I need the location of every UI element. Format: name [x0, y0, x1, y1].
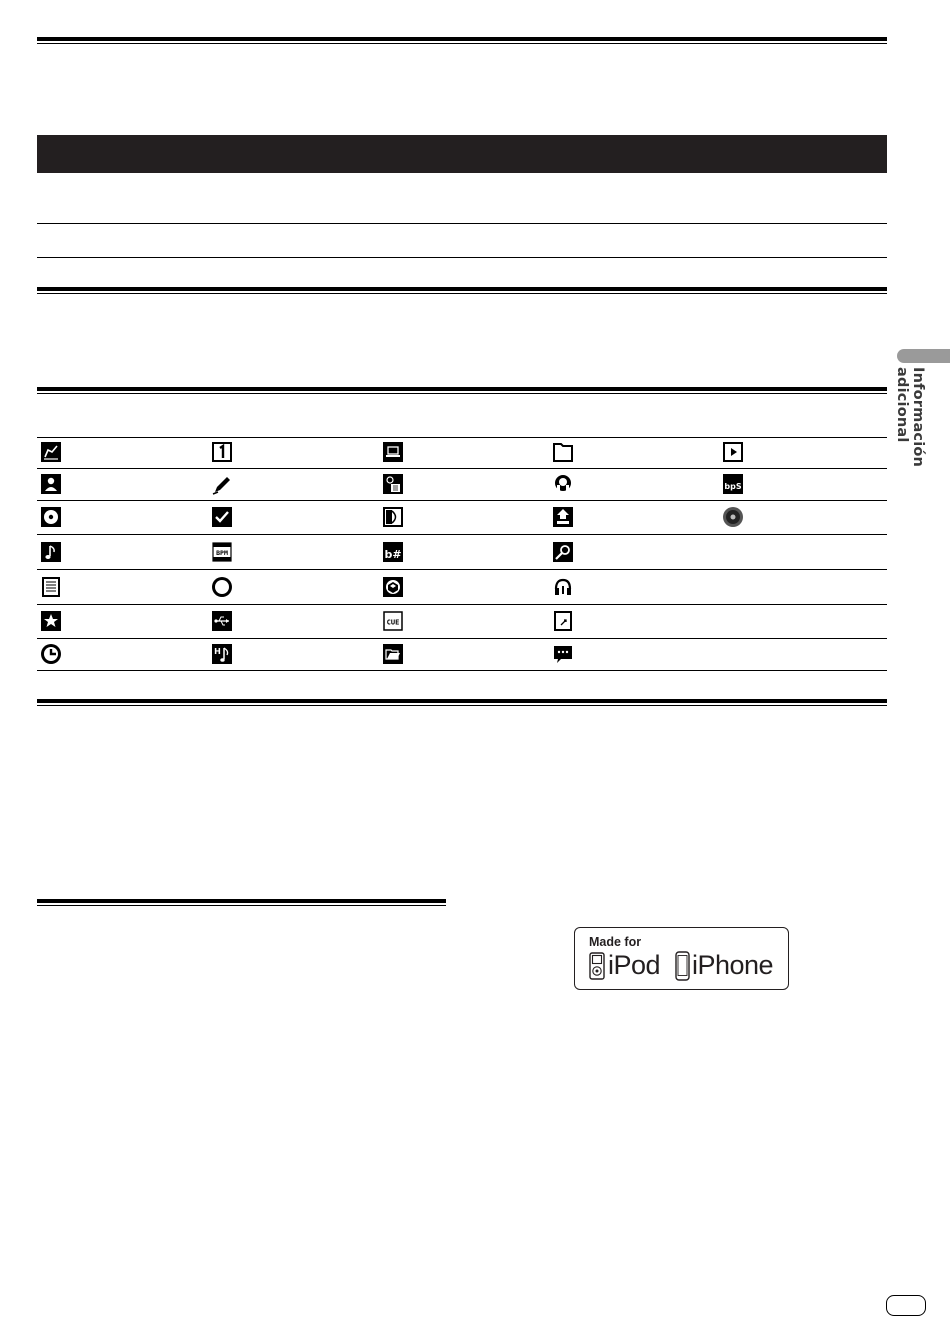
music-note-icon: [40, 541, 62, 563]
list-icon: [40, 576, 62, 598]
play-icon: [722, 441, 744, 463]
cue-icon: [382, 610, 404, 632]
section-rule-under: [37, 905, 446, 906]
svg-text:CUE: CUE: [386, 618, 400, 627]
section-rule: [37, 37, 887, 41]
section-rule: [37, 699, 887, 703]
headphones-icon: [552, 576, 574, 598]
icon-table-row: [37, 469, 887, 501]
disc-icon: [40, 506, 62, 528]
svg-text:BPM: BPM: [216, 549, 228, 557]
section-rule-under: [37, 705, 887, 706]
record-label-icon: [722, 506, 744, 528]
star-icon: [40, 610, 62, 632]
svg-text:b#: b#: [384, 548, 402, 561]
clock-icon: [40, 643, 62, 665]
dj-headphones-icon: [552, 473, 574, 495]
logo-iphone: iPhone: [692, 950, 774, 980]
person-icon: [40, 473, 62, 495]
icon-table-row: [37, 639, 887, 671]
section-rule: [37, 899, 446, 903]
calendar-clock-icon: [382, 473, 404, 495]
section-rule-under: [37, 43, 887, 44]
svg-text:H: H: [214, 647, 221, 656]
section-rule: [37, 287, 887, 291]
icon-table-row: [37, 501, 887, 535]
search-icon: [552, 541, 574, 563]
crowd-icon: [552, 506, 574, 528]
bps-icon: [722, 473, 744, 495]
side-tab-label: Información adicional: [894, 367, 926, 468]
comment-icon: [552, 643, 574, 665]
icon-table-row: [37, 535, 887, 570]
table-header-bar: [37, 135, 887, 173]
open-folder-icon: [382, 643, 404, 665]
folder-icon: [552, 441, 574, 463]
logo-ipod: iPod: [608, 950, 661, 980]
section-rule-under: [37, 293, 887, 294]
page-number-badge: [886, 1295, 926, 1316]
half-disc-icon: [382, 506, 404, 528]
hot-cue-note-icon: [211, 643, 233, 665]
circle-icon: [211, 576, 233, 598]
pencil-graph-icon: [40, 441, 62, 463]
pen-icon: [211, 473, 233, 495]
iphone-icon: [675, 951, 690, 981]
table-divider: [37, 257, 887, 258]
logo-made-for: Made for: [589, 935, 642, 949]
ipod-icon: [589, 952, 605, 980]
bpm-icon: [211, 541, 233, 563]
section-rule: [37, 387, 887, 391]
note-icon: [552, 610, 574, 632]
laptop-icon: [382, 441, 404, 463]
icon-table-row: [37, 570, 887, 605]
icon-table-row: [37, 605, 887, 639]
icon-table-row: [37, 437, 887, 469]
section-rule-under: [37, 393, 887, 394]
usb-icon: [211, 610, 233, 632]
box-icon: [382, 576, 404, 598]
icon-table: [37, 437, 887, 671]
table-divider: [37, 223, 887, 224]
made-for-ipod-iphone-logo: [574, 927, 789, 990]
side-tab: [897, 349, 950, 363]
key-icon: [382, 541, 404, 563]
checkmark-icon: [211, 506, 233, 528]
svg-text:bpS: bpS: [724, 482, 742, 491]
number-one-icon: [211, 441, 233, 463]
